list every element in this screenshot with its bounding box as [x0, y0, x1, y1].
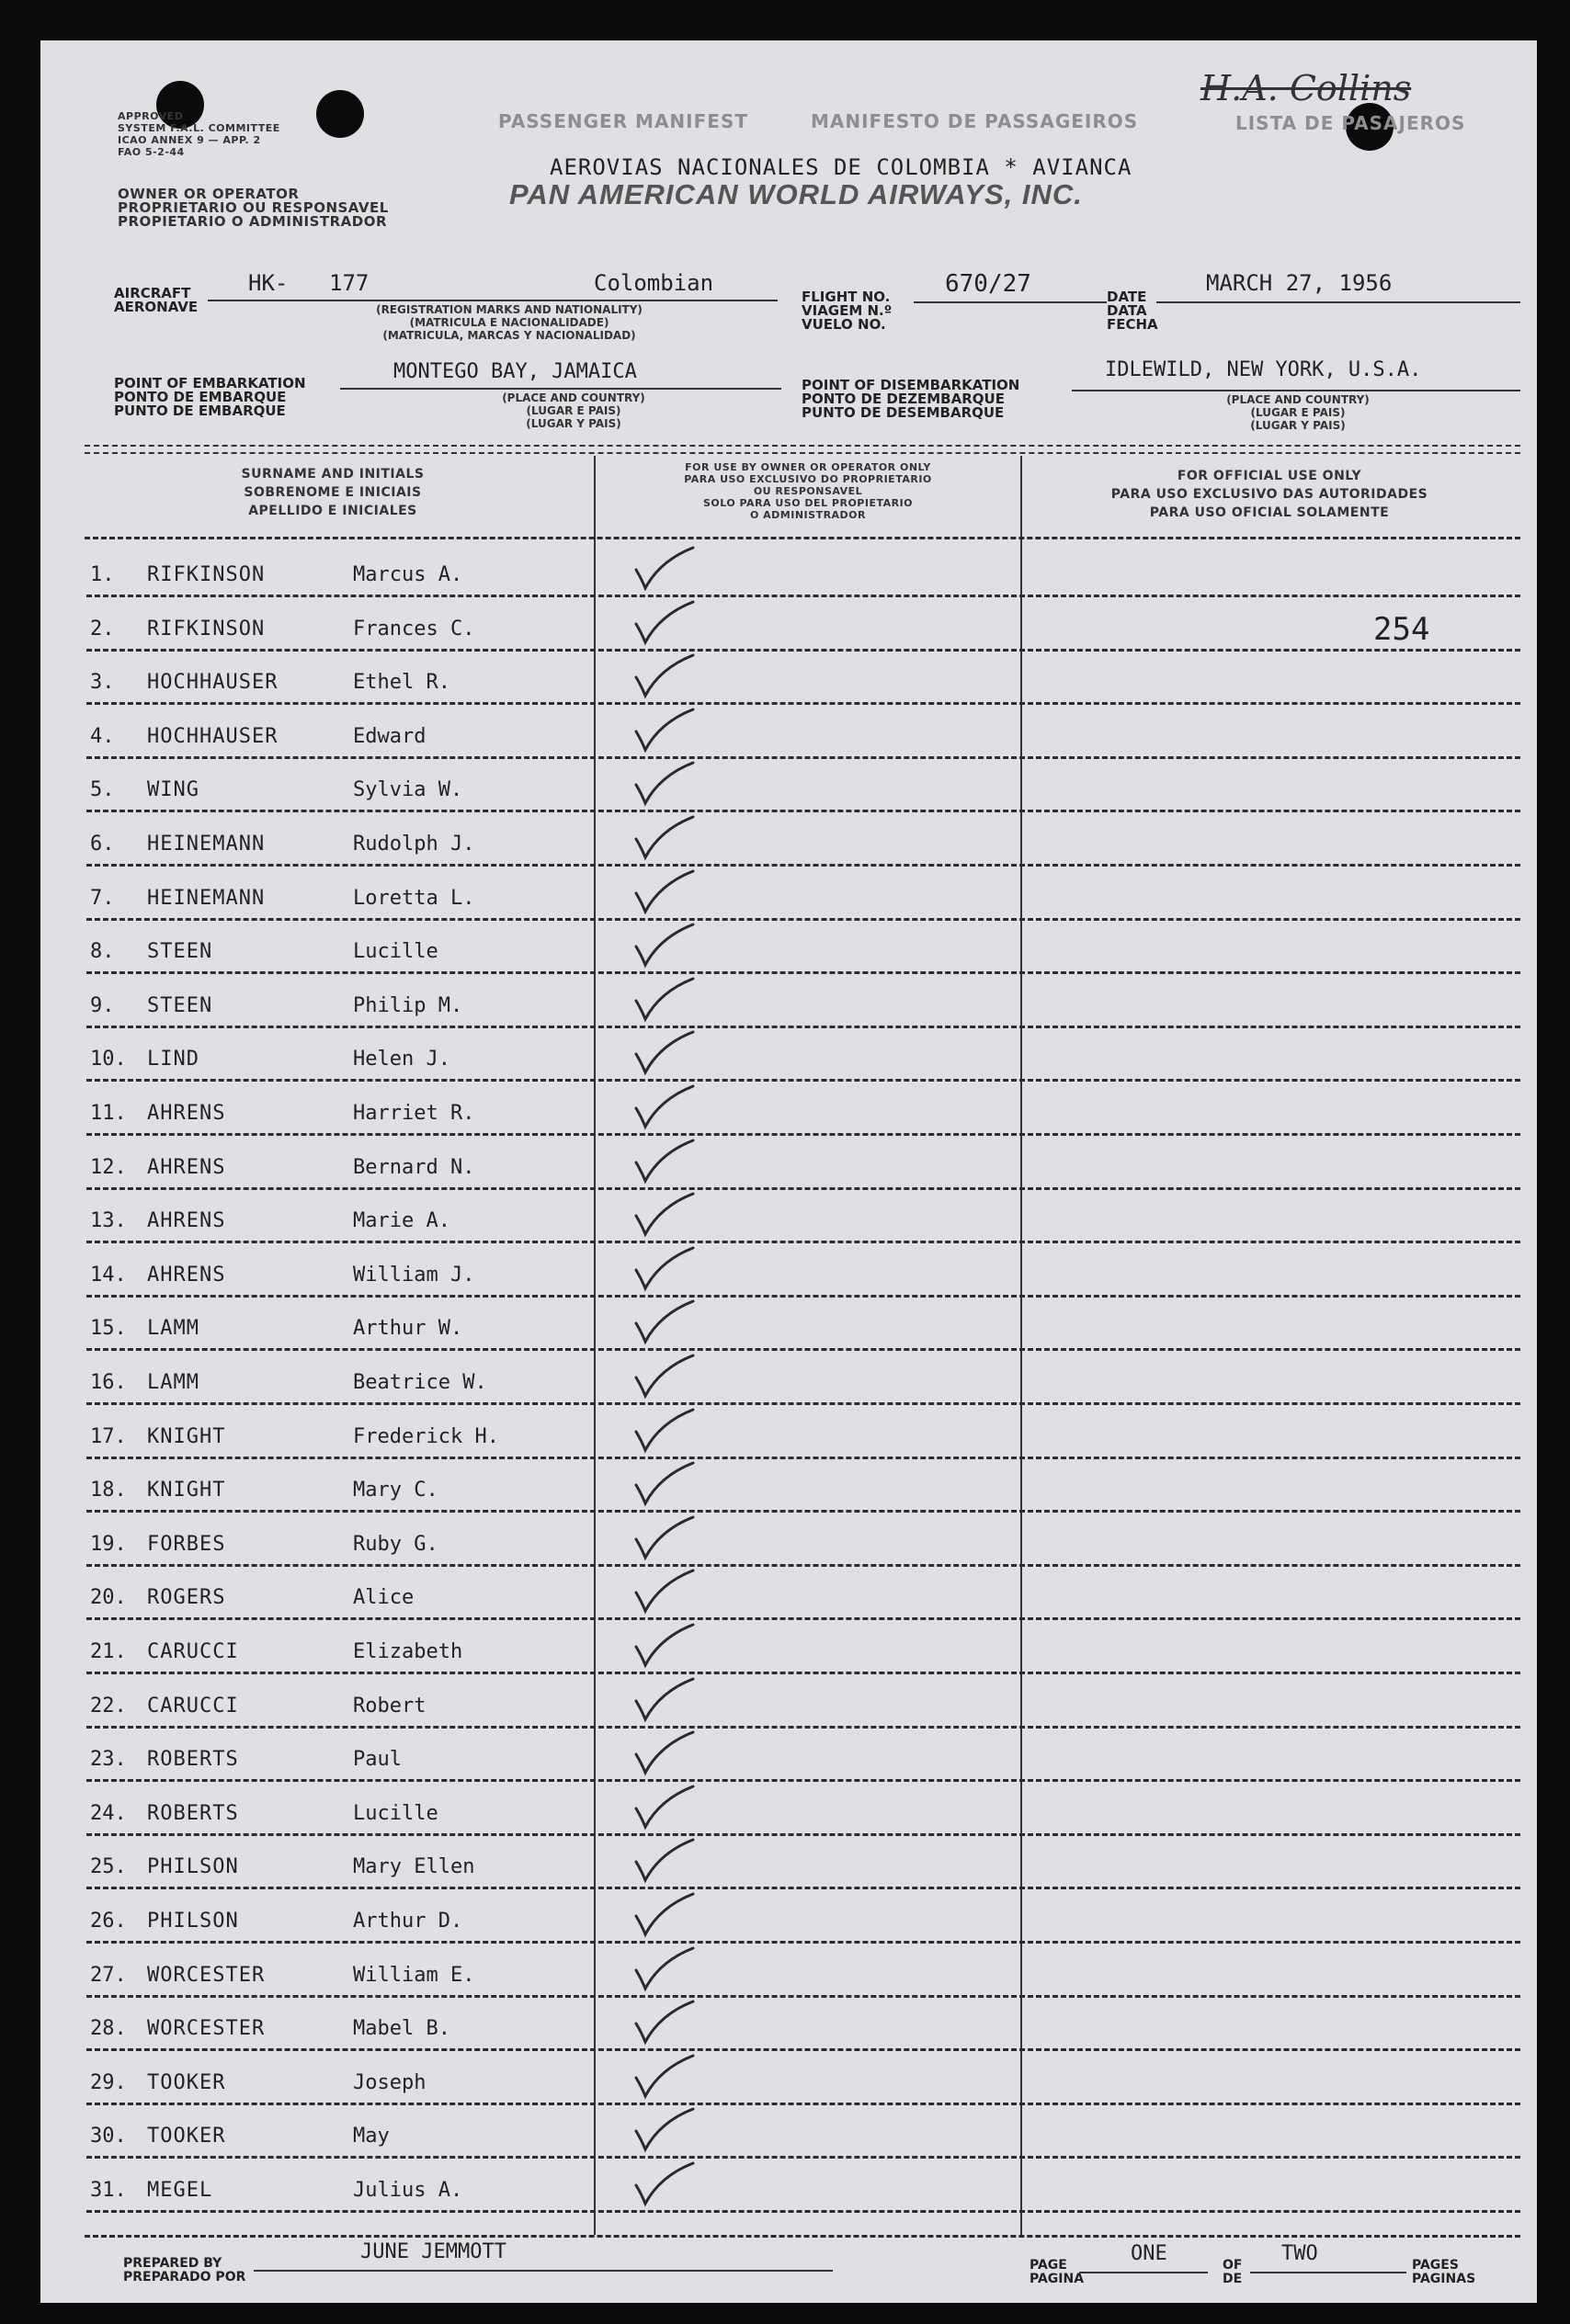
- pages-label: PAGES PAGINAS: [1412, 2258, 1476, 2286]
- table-top-rule-2: [85, 452, 1520, 454]
- table-row: [86, 1836, 1520, 1889]
- table-row: [86, 1729, 1520, 1782]
- approval-block: APPROVED SYSTEM F.A.L. COMMITTEE ICAO ANNEX 9 — APP. 2 FAO 5-2-44: [118, 110, 280, 158]
- passenger-given-name: Alice: [353, 1586, 415, 1610]
- passenger-given-name: Mary C.: [353, 1479, 438, 1502]
- passenger-surname: HEINEMANN: [147, 886, 266, 910]
- passenger-given-name: Paul: [353, 1748, 402, 1772]
- check-mark-icon: [629, 866, 711, 917]
- aircraft-nationality: Colombian: [594, 270, 714, 296]
- passenger-given-name: William E.: [353, 1963, 475, 1987]
- passenger-given-name: William J.: [353, 1263, 475, 1287]
- table-row: [86, 544, 1520, 597]
- passenger-surname: AHRENS: [147, 1155, 226, 1179]
- table-row: [86, 1244, 1520, 1298]
- row-number: 28.: [90, 2017, 127, 2041]
- table-row: [86, 1944, 1520, 1998]
- names-column-header: SURNAME AND INITIALS SOBRENOME E INICIAIS APELLIDO E INICIALES: [241, 467, 425, 518]
- passenger-given-name: Joseph: [353, 2070, 427, 2094]
- row-number: 20.: [90, 1586, 127, 1610]
- row-number: 16.: [90, 1371, 127, 1394]
- passenger-surname: CARUCCI: [147, 1640, 239, 1663]
- row-number: 12.: [90, 1155, 127, 1179]
- check-mark-icon: [629, 973, 711, 1025]
- passenger-given-name: Philip M.: [353, 993, 463, 1017]
- table-row: [86, 1083, 1520, 1136]
- row-number: 23.: [90, 1748, 127, 1772]
- passenger-given-name: Arthur D.: [353, 1910, 463, 1933]
- passenger-surname: HOCHHAUSER: [147, 671, 279, 695]
- registration-note: (REGISTRATION MARKS AND NATIONALITY) (MATRICULA E NACIONALIDADE) (MATRICULA, MARCAS Y NACIONALIDAD): [376, 303, 643, 342]
- row-rule: [86, 702, 1520, 705]
- check-mark-icon: [629, 1996, 711, 2047]
- passenger-surname: AHRENS: [147, 1263, 226, 1287]
- embark-value: MONTEGO BAY, JAMAICA: [393, 360, 637, 383]
- table-row: [86, 1890, 1520, 1944]
- title-en: PASSENGER MANIFEST: [498, 110, 748, 132]
- prepared-by-value: JUNE JEMMOTT: [360, 2240, 506, 2263]
- aircraft-number: 177: [329, 270, 370, 296]
- table-row: [86, 2105, 1520, 2159]
- check-mark-icon: [629, 2158, 711, 2209]
- table-row: [86, 1998, 1520, 2051]
- disembark-label: POINT OF DISEMBARKATION PONTO DE DEZEMBARQUE PUNTO DE DESEMBARQUE: [802, 377, 1020, 421]
- check-mark-icon: [629, 2103, 711, 2155]
- row-number: 19.: [90, 1532, 127, 1556]
- row-number: 30.: [90, 2125, 127, 2148]
- row-number: 17.: [90, 1424, 127, 1448]
- check-mark-icon: [629, 1457, 711, 1509]
- passenger-surname: HOCHHAUSER: [147, 724, 279, 748]
- table-row: [86, 1783, 1520, 1836]
- row-rule: [86, 1187, 1520, 1190]
- row-number: 31.: [90, 2179, 127, 2202]
- passenger-surname: FORBES: [147, 1532, 226, 1556]
- check-mark-icon: [629, 596, 711, 648]
- table-row: [86, 1028, 1520, 1082]
- row-rule: [86, 1348, 1520, 1351]
- row-rule: [86, 1941, 1520, 1944]
- passenger-given-name: Beatrice W.: [353, 1371, 487, 1394]
- passenger-surname: KNIGHT: [147, 1479, 226, 1502]
- row-rule: [86, 595, 1520, 597]
- passenger-surname: ROBERTS: [147, 1801, 239, 1825]
- check-mark-icon: [629, 1026, 711, 1078]
- row-rule: [86, 2156, 1520, 2159]
- passenger-surname: WORCESTER: [147, 2017, 266, 2041]
- owner-use-column-header: FOR USE BY OWNER OR OPERATOR ONLY PARA USO EXCLUSIVO DO PROPRIETARIO OU RESPONSAVEL SOLO PARA USO DEL PROPIETARIO O ADMINISTRADOR: [684, 461, 932, 521]
- passenger-given-name: Helen J.: [353, 1048, 450, 1071]
- table-row: [86, 1567, 1520, 1620]
- table-row: [86, 652, 1520, 705]
- passenger-given-name: Sylvia W.: [353, 778, 463, 802]
- row-number: 11.: [90, 1102, 127, 1125]
- check-mark-icon: [629, 1350, 711, 1401]
- row-rule: [86, 1026, 1520, 1028]
- table-row: [86, 1190, 1520, 1243]
- aircraft-prefix: HK-: [248, 270, 289, 296]
- check-mark-icon: [629, 1565, 711, 1616]
- passenger-given-name: Edward: [353, 724, 427, 748]
- table-bottom-rule: [85, 2235, 1520, 2238]
- passenger-surname: PHILSON: [147, 1910, 239, 1933]
- check-mark-icon: [629, 1135, 711, 1186]
- row-number: 2.: [90, 617, 115, 641]
- row-rule: [86, 2210, 1520, 2213]
- check-mark-icon: [629, 650, 711, 701]
- row-rule: [86, 1779, 1520, 1782]
- flight-label: FLIGHT NO. VIAGEM N.º VUELO NO.: [802, 289, 893, 333]
- row-rule: [86, 1079, 1520, 1082]
- check-mark-icon: [629, 1727, 711, 1778]
- passenger-given-name: Ruby G.: [353, 1532, 438, 1556]
- row-number: 7.: [90, 886, 115, 910]
- table-row: [86, 1406, 1520, 1459]
- row-number: 29.: [90, 2070, 127, 2094]
- passenger-surname: AHRENS: [147, 1102, 226, 1125]
- passenger-given-name: Rudolph J.: [353, 833, 475, 856]
- passenger-surname: STEEN: [147, 993, 213, 1017]
- passenger-given-name: Robert: [353, 1694, 427, 1717]
- table-row: [86, 975, 1520, 1028]
- check-mark-icon: [629, 1834, 711, 1886]
- check-mark-icon: [629, 1296, 711, 1347]
- passenger-given-name: Arthur W.: [353, 1317, 463, 1341]
- embark-label: POINT OF EMBARKATION PONTO DE EMBARQUE PUNTO DE EMBARQUE: [114, 375, 306, 419]
- check-mark-icon: [629, 1512, 711, 1563]
- page-number: ONE: [1131, 2242, 1167, 2265]
- passenger-given-name: Julius A.: [353, 2179, 463, 2202]
- row-number: 10.: [90, 1048, 127, 1071]
- passenger-given-name: Frederick H.: [353, 1424, 499, 1448]
- passenger-given-name: Bernard N.: [353, 1155, 475, 1179]
- table-row: [86, 1513, 1520, 1567]
- passenger-given-name: Mary Ellen: [353, 1855, 475, 1879]
- passenger-surname: TOOKER: [147, 2125, 226, 2148]
- passenger-given-name: Lucille: [353, 940, 438, 964]
- check-mark-icon: [629, 1081, 711, 1132]
- check-mark-icon: [629, 542, 711, 594]
- table-row: [86, 2052, 1520, 2105]
- row-number: 27.: [90, 1963, 127, 1987]
- header-rule: [85, 537, 1520, 539]
- passenger-surname: STEEN: [147, 940, 213, 964]
- row-rule: [86, 1995, 1520, 1998]
- row-number: 8.: [90, 940, 115, 964]
- table-row: [86, 1298, 1520, 1351]
- manifest-sheet: [40, 40, 1537, 2303]
- check-mark-icon: [629, 1188, 711, 1240]
- passenger-surname: WORCESTER: [147, 1963, 266, 1987]
- row-rule: [86, 864, 1520, 867]
- passenger-surname: LAMM: [147, 1317, 199, 1341]
- table-row: [86, 598, 1520, 652]
- row-number: 1.: [90, 563, 115, 586]
- row-number: 3.: [90, 671, 115, 695]
- passenger-surname: ROGERS: [147, 1586, 226, 1610]
- punch-hole: [316, 90, 364, 138]
- owner-value-stamp: PAN AMERICAN WORLD AIRWAYS, INC.: [509, 178, 1083, 210]
- official-column-header: FOR OFFICIAL USE ONLY PARA USO EXCLUSIVO DAS AUTORIDADES PARA USO OFICIAL SOLAMENTE: [1110, 469, 1428, 520]
- passenger-surname: RIFKINSON: [147, 563, 266, 586]
- passenger-given-name: May: [353, 2125, 390, 2148]
- row-rule: [86, 1672, 1520, 1674]
- row-rule: [86, 2103, 1520, 2105]
- check-mark-icon: [629, 1404, 711, 1456]
- row-number: 5.: [90, 778, 115, 802]
- passenger-given-name: Harriet R.: [353, 1102, 475, 1125]
- table-row: [86, 1137, 1520, 1190]
- passenger-given-name: Lucille: [353, 1801, 438, 1825]
- date-label: DATE DATA FECHA: [1107, 289, 1158, 333]
- passenger-given-name: Ethel R.: [353, 671, 450, 695]
- passenger-surname: MEGEL: [147, 2179, 213, 2202]
- table-top-rule-1: [85, 445, 1520, 447]
- check-mark-icon: [629, 1619, 711, 1671]
- table-row: [86, 1675, 1520, 1729]
- passenger-surname: RIFKINSON: [147, 617, 266, 641]
- row-rule: [86, 1402, 1520, 1405]
- owner-value-typed: AEROVIAS NACIONALES DE COLOMBIA * AVIANCA: [550, 154, 1132, 180]
- passenger-surname: ROBERTS: [147, 1748, 239, 1772]
- disembark-place-note: (PLACE AND COUNTRY) (LUGAR E PAIS) (LUGAR Y PAIS): [1226, 393, 1370, 432]
- table-row: [86, 1459, 1520, 1513]
- official-use-value: 254: [1373, 610, 1430, 648]
- check-mark-icon: [629, 1943, 711, 1994]
- row-rule: [86, 756, 1520, 759]
- passenger-given-name: Mabel B.: [353, 2017, 450, 2041]
- table-row: [86, 867, 1520, 921]
- passenger-surname: LAMM: [147, 1371, 199, 1394]
- row-rule: [86, 810, 1520, 812]
- row-number: 9.: [90, 993, 115, 1017]
- row-number: 24.: [90, 1801, 127, 1825]
- passenger-given-name: Marie A.: [353, 1209, 450, 1233]
- check-mark-icon: [629, 1242, 711, 1294]
- passenger-surname: AHRENS: [147, 1209, 226, 1233]
- row-number: 4.: [90, 724, 115, 748]
- row-rule: [86, 1133, 1520, 1136]
- row-number: 14.: [90, 1263, 127, 1287]
- row-number: 18.: [90, 1479, 127, 1502]
- row-number: 13.: [90, 1209, 127, 1233]
- row-rule: [86, 1833, 1520, 1836]
- passenger-given-name: Loretta L.: [353, 886, 475, 910]
- passenger-given-name: Marcus A.: [353, 563, 463, 586]
- handwritten-signature: H.A. Collins: [1200, 68, 1412, 108]
- check-mark-icon: [629, 1781, 711, 1832]
- row-rule: [86, 1241, 1520, 1243]
- page-label: PAGE PAGINA: [1030, 2258, 1085, 2286]
- row-number: 6.: [90, 833, 115, 856]
- passenger-surname: HEINEMANN: [147, 833, 266, 856]
- table-row: [86, 759, 1520, 812]
- row-rule: [86, 649, 1520, 652]
- passenger-surname: LIND: [147, 1048, 199, 1071]
- row-number: 26.: [90, 1910, 127, 1933]
- prepared-by-label: PREPARED BY PREPARADO POR: [123, 2256, 246, 2284]
- row-rule: [86, 918, 1520, 921]
- check-mark-icon: [629, 704, 711, 755]
- row-number: 25.: [90, 1855, 127, 1879]
- table-row: [86, 921, 1520, 974]
- flight-number: 670/27: [945, 270, 1031, 298]
- table-row: [86, 1352, 1520, 1405]
- passenger-given-name: Frances C.: [353, 617, 475, 641]
- row-rule: [86, 1457, 1520, 1459]
- row-rule: [86, 1617, 1520, 1620]
- row-rule: [86, 1510, 1520, 1513]
- row-rule: [86, 1564, 1520, 1567]
- row-rule: [86, 1295, 1520, 1298]
- check-mark-icon: [629, 2050, 711, 2102]
- row-number: 22.: [90, 1694, 127, 1717]
- flight-date: MARCH 27, 1956: [1206, 270, 1393, 296]
- passenger-surname: TOOKER: [147, 2070, 226, 2094]
- check-mark-icon: [629, 811, 711, 863]
- passenger-surname: KNIGHT: [147, 1424, 226, 1448]
- passenger-surname: CARUCCI: [147, 1694, 239, 1717]
- table-row: [86, 706, 1520, 759]
- check-mark-icon: [629, 1673, 711, 1725]
- title-right: LISTA DE PASAJEROS: [1235, 112, 1466, 134]
- embark-place-note: (PLACE AND COUNTRY) (LUGAR E PAIS) (LUGAR Y PAIS): [502, 391, 645, 430]
- table-row: [86, 1621, 1520, 1674]
- disembark-value: IDLEWILD, NEW YORK, U.S.A.: [1105, 358, 1422, 381]
- row-rule: [86, 1887, 1520, 1889]
- row-number: 15.: [90, 1317, 127, 1341]
- title-es: MANIFESTO DE PASSAGEIROS: [811, 110, 1139, 132]
- row-rule: [86, 2048, 1520, 2051]
- table-row: [86, 2160, 1520, 2213]
- row-number: 21.: [90, 1640, 127, 1663]
- aircraft-label: AIRCRAFT AERONAVE: [114, 285, 199, 315]
- check-mark-icon: [629, 919, 711, 970]
- owner-label: OWNER OR OPERATOR PROPRIETARIO OU RESPONSAVEL PROPIETARIO O ADMINISTRADOR: [118, 186, 389, 230]
- passenger-surname: PHILSON: [147, 1855, 239, 1879]
- row-rule: [86, 971, 1520, 974]
- pages-total: TWO: [1281, 2242, 1318, 2265]
- passenger-given-name: Elizabeth: [353, 1640, 463, 1663]
- passenger-surname: WING: [147, 778, 199, 802]
- check-mark-icon: [629, 757, 711, 809]
- table-row: [86, 813, 1520, 867]
- check-mark-icon: [629, 1888, 711, 1940]
- row-rule: [86, 1726, 1520, 1729]
- of-label: OF DE: [1223, 2258, 1243, 2286]
